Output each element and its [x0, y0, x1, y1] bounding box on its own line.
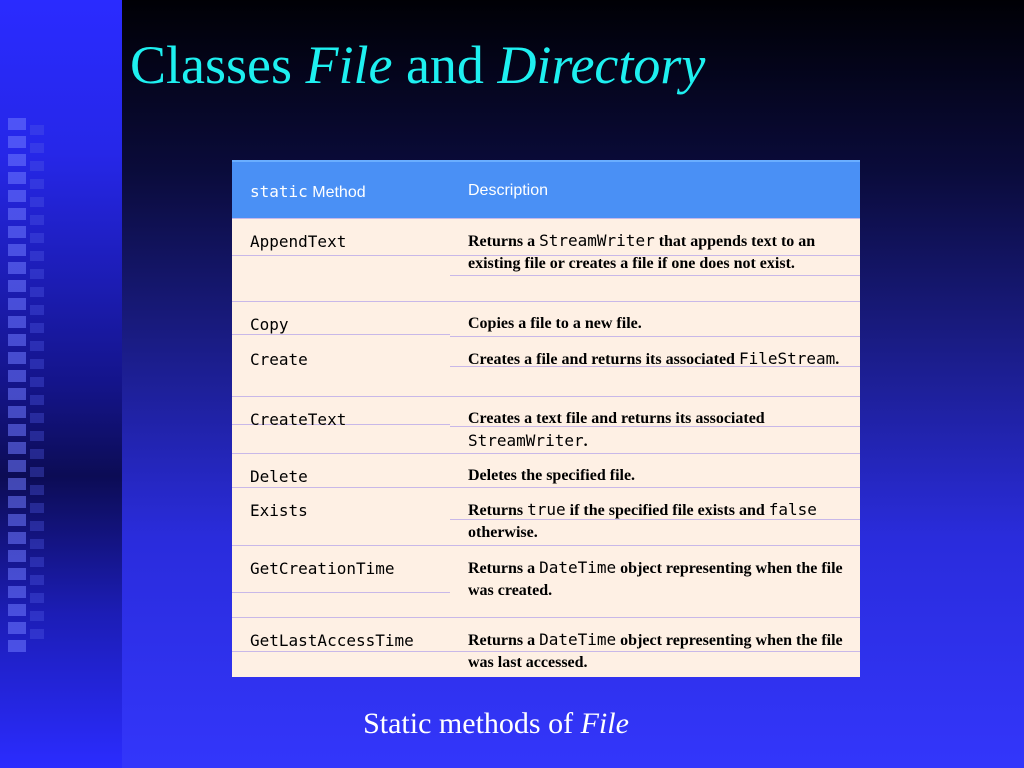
method-description	[468, 629, 860, 674]
header-method-label: Method	[307, 184, 366, 201]
row-divider	[450, 487, 860, 488]
table-row	[232, 336, 860, 396]
row-divider	[232, 487, 450, 488]
description-text: Deletes the specified file.	[468, 467, 636, 484]
method-description	[468, 465, 860, 487]
row-divider	[232, 218, 450, 219]
description-text: Returns	[468, 502, 528, 519]
methods-table	[232, 160, 860, 677]
row-divider	[450, 336, 860, 337]
code-token: true	[527, 500, 566, 519]
row-divider	[232, 651, 450, 652]
decorative-squares-secondary	[30, 125, 44, 645]
method-name: GetLastAccessTime	[250, 631, 414, 650]
row-divider	[232, 453, 450, 454]
table-row	[232, 545, 860, 617]
row-divider	[450, 301, 860, 302]
table-row	[232, 453, 860, 487]
title-file: File	[305, 35, 393, 95]
description-text: object representing when the file was last accessed.	[468, 632, 843, 671]
method-name: Copy	[250, 315, 289, 334]
header-static-keyword: static	[250, 182, 308, 201]
description-text: Creates a text file and returns its associated	[468, 410, 765, 427]
row-divider	[232, 301, 450, 302]
method-description	[468, 348, 860, 371]
row-divider	[232, 592, 450, 593]
description-text: object representing when the file was created.	[468, 560, 843, 599]
description-text: if the specified file exists and	[565, 502, 769, 519]
description-text: Returns a	[468, 233, 540, 250]
method-description	[468, 230, 860, 275]
table-row	[232, 301, 860, 336]
code-token: StreamWriter	[539, 231, 655, 250]
description-text: .	[583, 433, 588, 450]
row-divider	[450, 453, 860, 454]
row-divider	[450, 545, 860, 546]
slide-caption	[0, 707, 992, 741]
row-divider	[450, 218, 860, 219]
slide-title	[130, 34, 705, 96]
header-description: Description	[468, 182, 549, 199]
row-divider	[450, 275, 860, 276]
description-text: Creates a file and returns its associated	[468, 351, 739, 368]
header-method	[250, 182, 366, 202]
code-token: FileStream	[738, 349, 836, 368]
code-token: false	[768, 500, 817, 519]
title-directory: Directory	[497, 35, 706, 95]
code-token: DateTime	[539, 558, 617, 577]
code-token: StreamWriter	[468, 431, 584, 450]
method-name: AppendText	[250, 232, 347, 251]
code-token: DateTime	[539, 630, 617, 649]
description-text: Copies a file to a new file.	[468, 315, 642, 332]
row-divider	[232, 617, 450, 618]
left-decorative-band	[0, 0, 122, 768]
description-text: otherwise.	[468, 524, 538, 541]
title-and: and	[392, 35, 498, 95]
title-prefix: Classes	[130, 35, 306, 95]
method-description	[468, 313, 860, 335]
method-name: Exists	[250, 501, 308, 520]
table-row	[232, 487, 860, 545]
row-divider	[450, 617, 860, 618]
description-text: that appends text to an existing file or creates a file if one does not exist.	[468, 233, 816, 272]
description-text: Returns a	[468, 632, 540, 649]
description-text: Returns a	[468, 560, 540, 577]
decorative-squares	[8, 118, 26, 658]
method-name: CreateText	[250, 410, 347, 429]
description-text: .	[835, 351, 840, 368]
method-name: Create	[250, 350, 308, 369]
method-name: GetCreationTime	[250, 559, 395, 578]
row-divider	[232, 255, 450, 256]
row-divider	[450, 396, 860, 397]
method-description	[468, 499, 860, 544]
table-row	[232, 396, 860, 453]
table-row	[232, 617, 860, 677]
method-description	[468, 557, 860, 602]
row-divider	[232, 334, 450, 335]
table-row	[232, 218, 860, 301]
caption-file: File	[580, 707, 629, 740]
method-description	[468, 408, 860, 453]
method-name: Delete	[250, 467, 308, 486]
caption-prefix: Static methods of	[363, 707, 581, 740]
table-header	[232, 160, 860, 218]
